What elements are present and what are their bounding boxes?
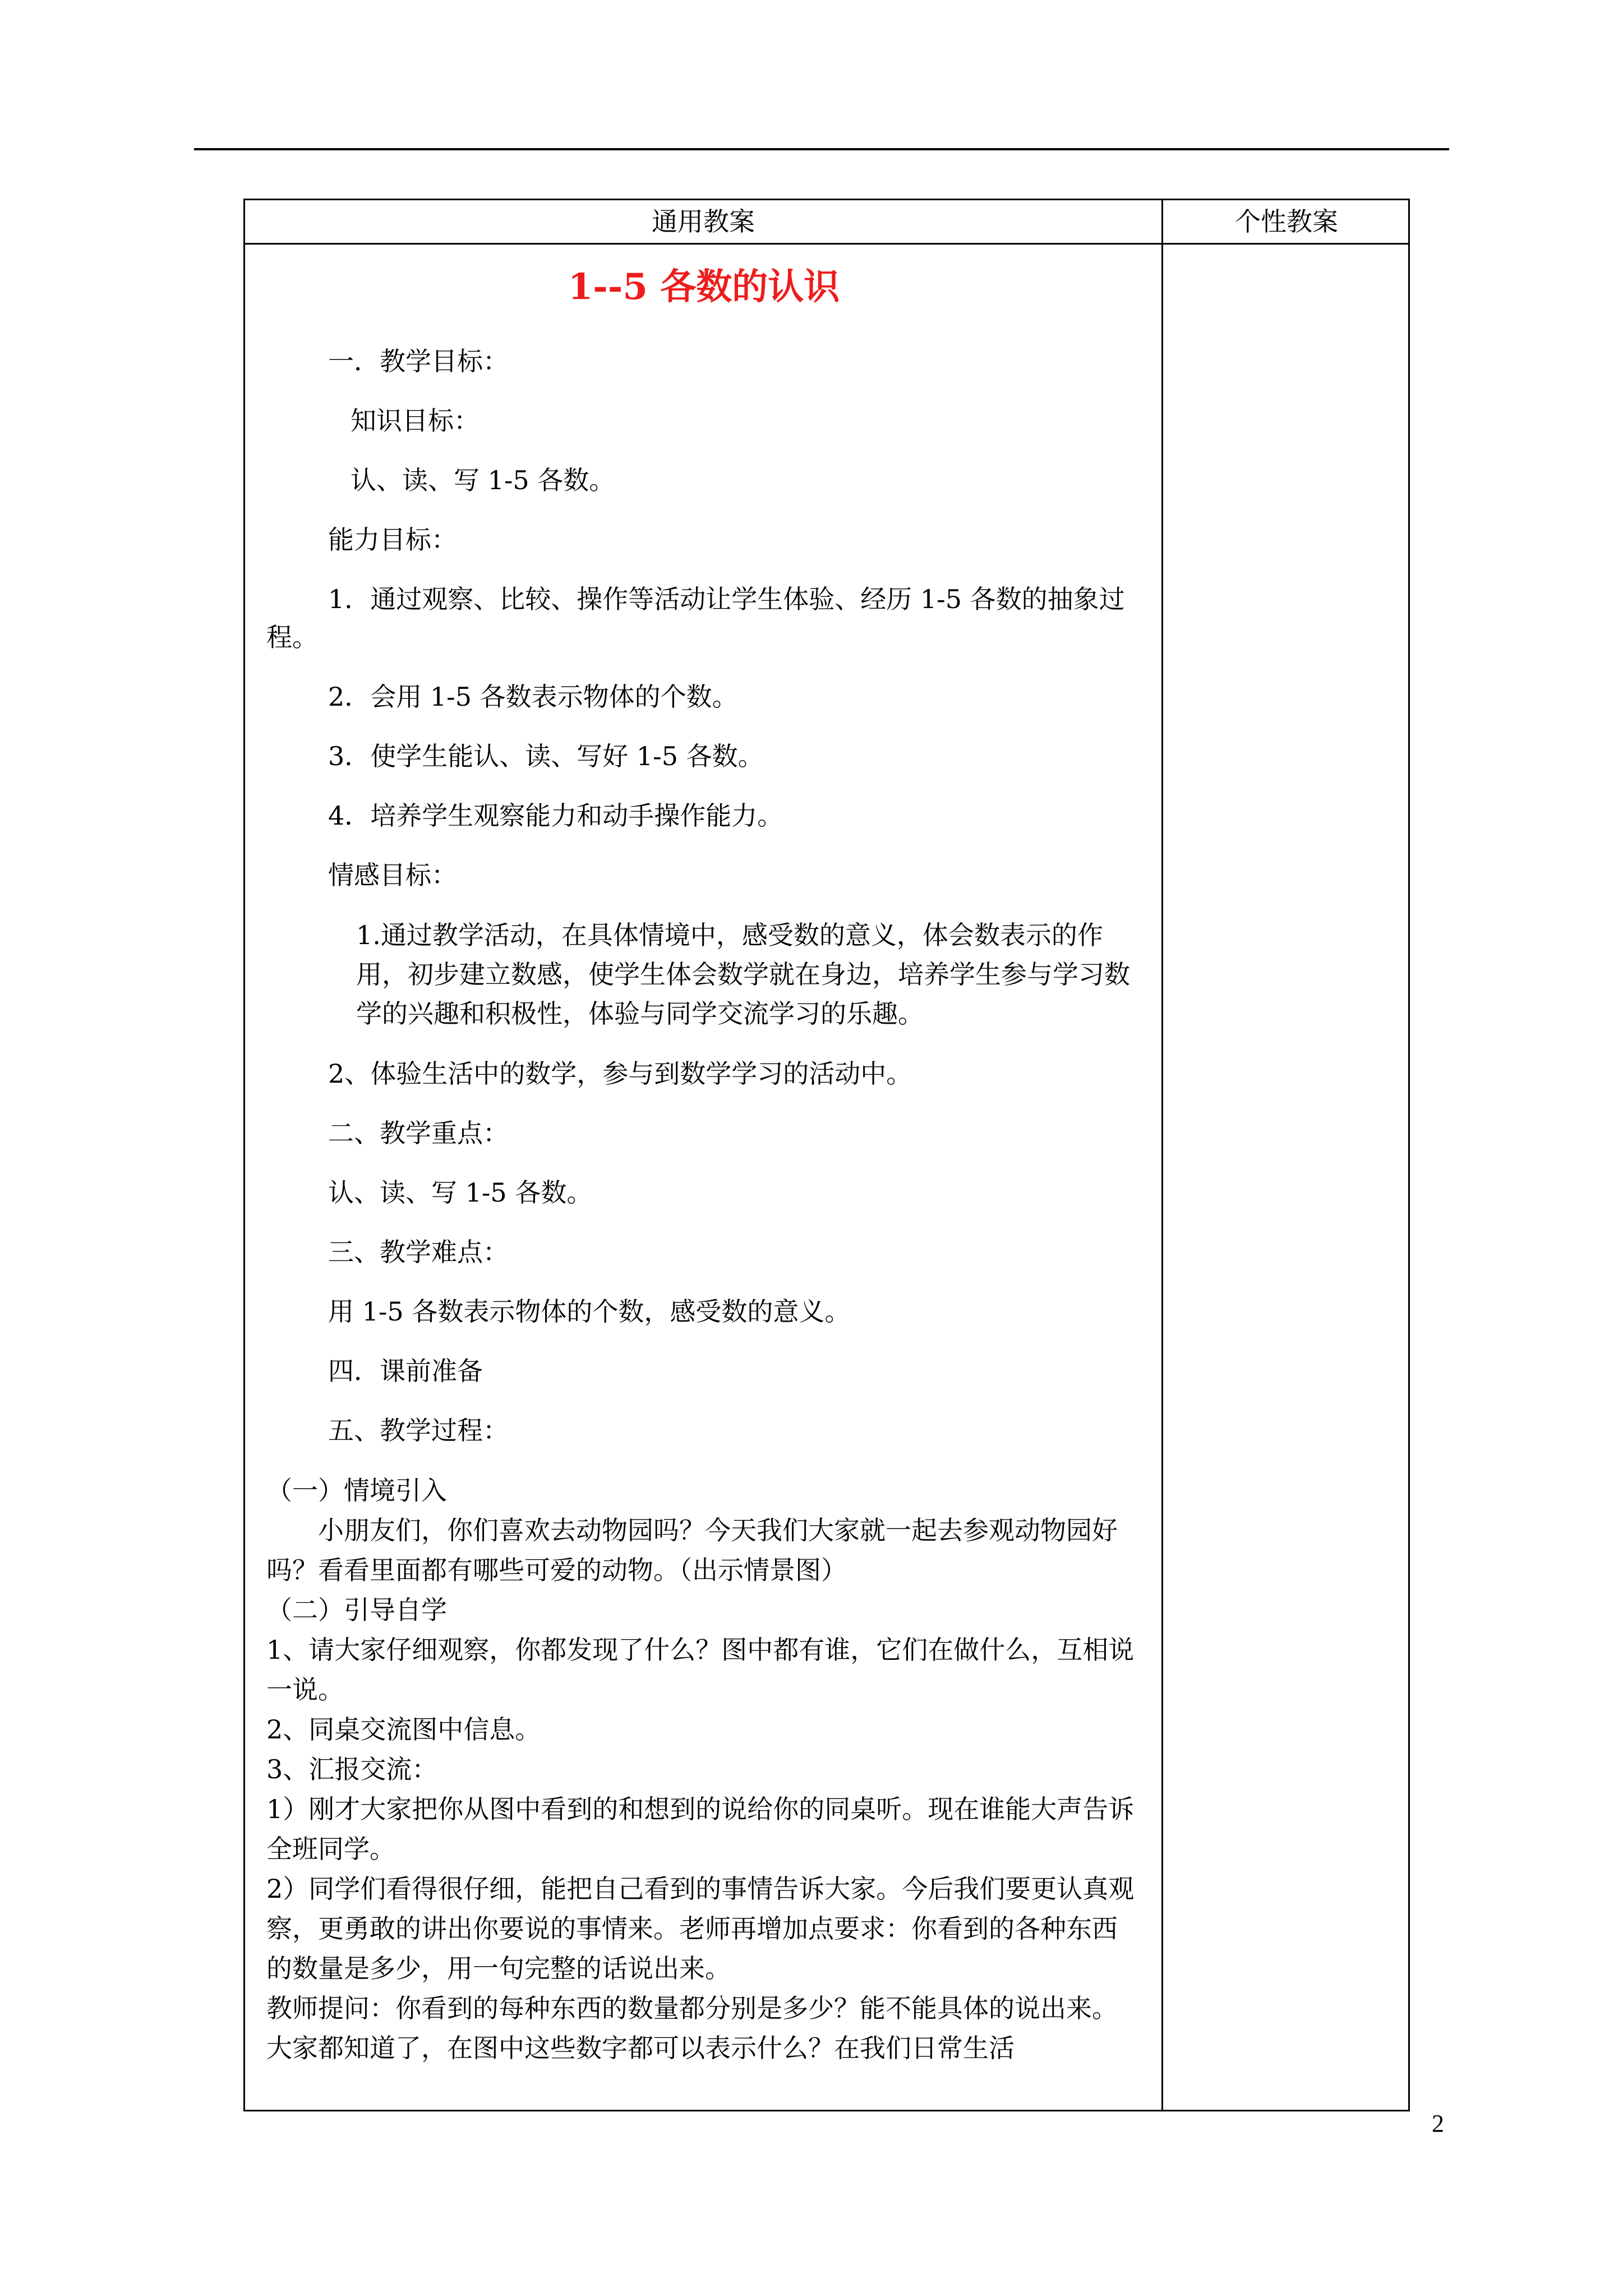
- section-key-points: 二、教学重点：: [328, 1118, 509, 1148]
- difficulties-text: 用 1-5 各数表示物体的个数，感受数的意义。: [328, 1296, 851, 1327]
- key-points-text: 认、读、写 1-5 各数。: [328, 1177, 593, 1208]
- emotion-goal-1: 1.通过教学活动，在具体情境中，感受数的意义，体会数表示的作用，初步建立数感，使学生体会数学就在身边，培养学生参与学习数学的兴趣和积极性，体验与同学交流学习的乐趣。: [356, 920, 1130, 1029]
- process-item-2: 2、同桌交流图中信息。: [266, 1714, 541, 1745]
- header-personal-plan: 个性教案: [1235, 206, 1338, 237]
- section-preparation: 四．课前准备: [328, 1356, 483, 1386]
- process-item-3: 3、汇报交流：: [266, 1754, 438, 1784]
- section-difficulties: 三、教学难点：: [328, 1237, 509, 1267]
- teacher-question: 教师提问：你看到的每种东西的数量都分别是多少？能不能具体的说出来。大家都知道了，在图中这些数字都可以表示什么？在我们日常生活: [266, 1993, 1118, 2063]
- process-item-1: 1、请大家仔细观察，你都发现了什么？图中都有谁，它们在做什么，互相说一说。: [266, 1635, 1135, 1705]
- process-subitem-1: 1）刚才大家把你从图中看到的和想到的说给你的同桌听。现在谁能大声告诉全班同学。: [266, 1794, 1135, 1864]
- page-number: 2: [1432, 2110, 1444, 2137]
- ability-goals-heading: 能力目标：: [328, 524, 457, 555]
- emotion-goal-2: 2、体验生活中的数学，参与到数学学习的活动中。: [328, 1059, 912, 1089]
- process-subitem-2: 2）同学们看得很仔细，能把自己看到的事情告诉大家。今后我们要更认真观察，更勇敢的讲出你要说的事情来。老师再增加点要求：你看到的各种东西的数量是多少，用一句完整的话说出来。: [266, 1874, 1135, 1984]
- knowledge-goals-text: 认、读、写 1-5 各数。: [351, 465, 615, 495]
- ability-goal-3: 3．使学生能认、读、写好 1-5 各数。: [328, 741, 764, 771]
- ability-goal-2: 2．会用 1-5 各数表示物体的个数。: [328, 682, 738, 712]
- general-plan-content: [266, 245, 1141, 2068]
- emotion-goals-heading: 情感目标：: [328, 860, 457, 890]
- knowledge-goals-heading: 知识目标：: [351, 406, 479, 436]
- header-general-plan: 通用教案: [652, 206, 755, 237]
- lesson-plan-table: [243, 199, 1410, 2111]
- ability-goal-1: 1．通过观察、比较、操作等活动让学生体验、经历 1-5 各数的抽象过程。: [266, 584, 1125, 652]
- header-rule: [194, 148, 1449, 150]
- column-divider: [1161, 200, 1163, 2110]
- ability-goal-4: 4．培养学生观察能力和动手操作能力。: [328, 800, 783, 831]
- process-step-intro-text: 小朋友们，你们喜欢去动物园吗？今天我们大家就一起去参观动物园好吗？看看里面都有哪些可爱的动物。（出示情景图）: [266, 1515, 1118, 1585]
- section-process: 五、教学过程：: [328, 1415, 509, 1446]
- process-step-selfstudy-heading: （二）引导自学: [266, 1595, 447, 1625]
- section-teaching-goals: 一．教学目标：: [328, 346, 509, 376]
- process-step-intro-heading: （一）情境引入: [266, 1475, 447, 1506]
- lesson-title: 1--5 各数的认识: [568, 266, 840, 308]
